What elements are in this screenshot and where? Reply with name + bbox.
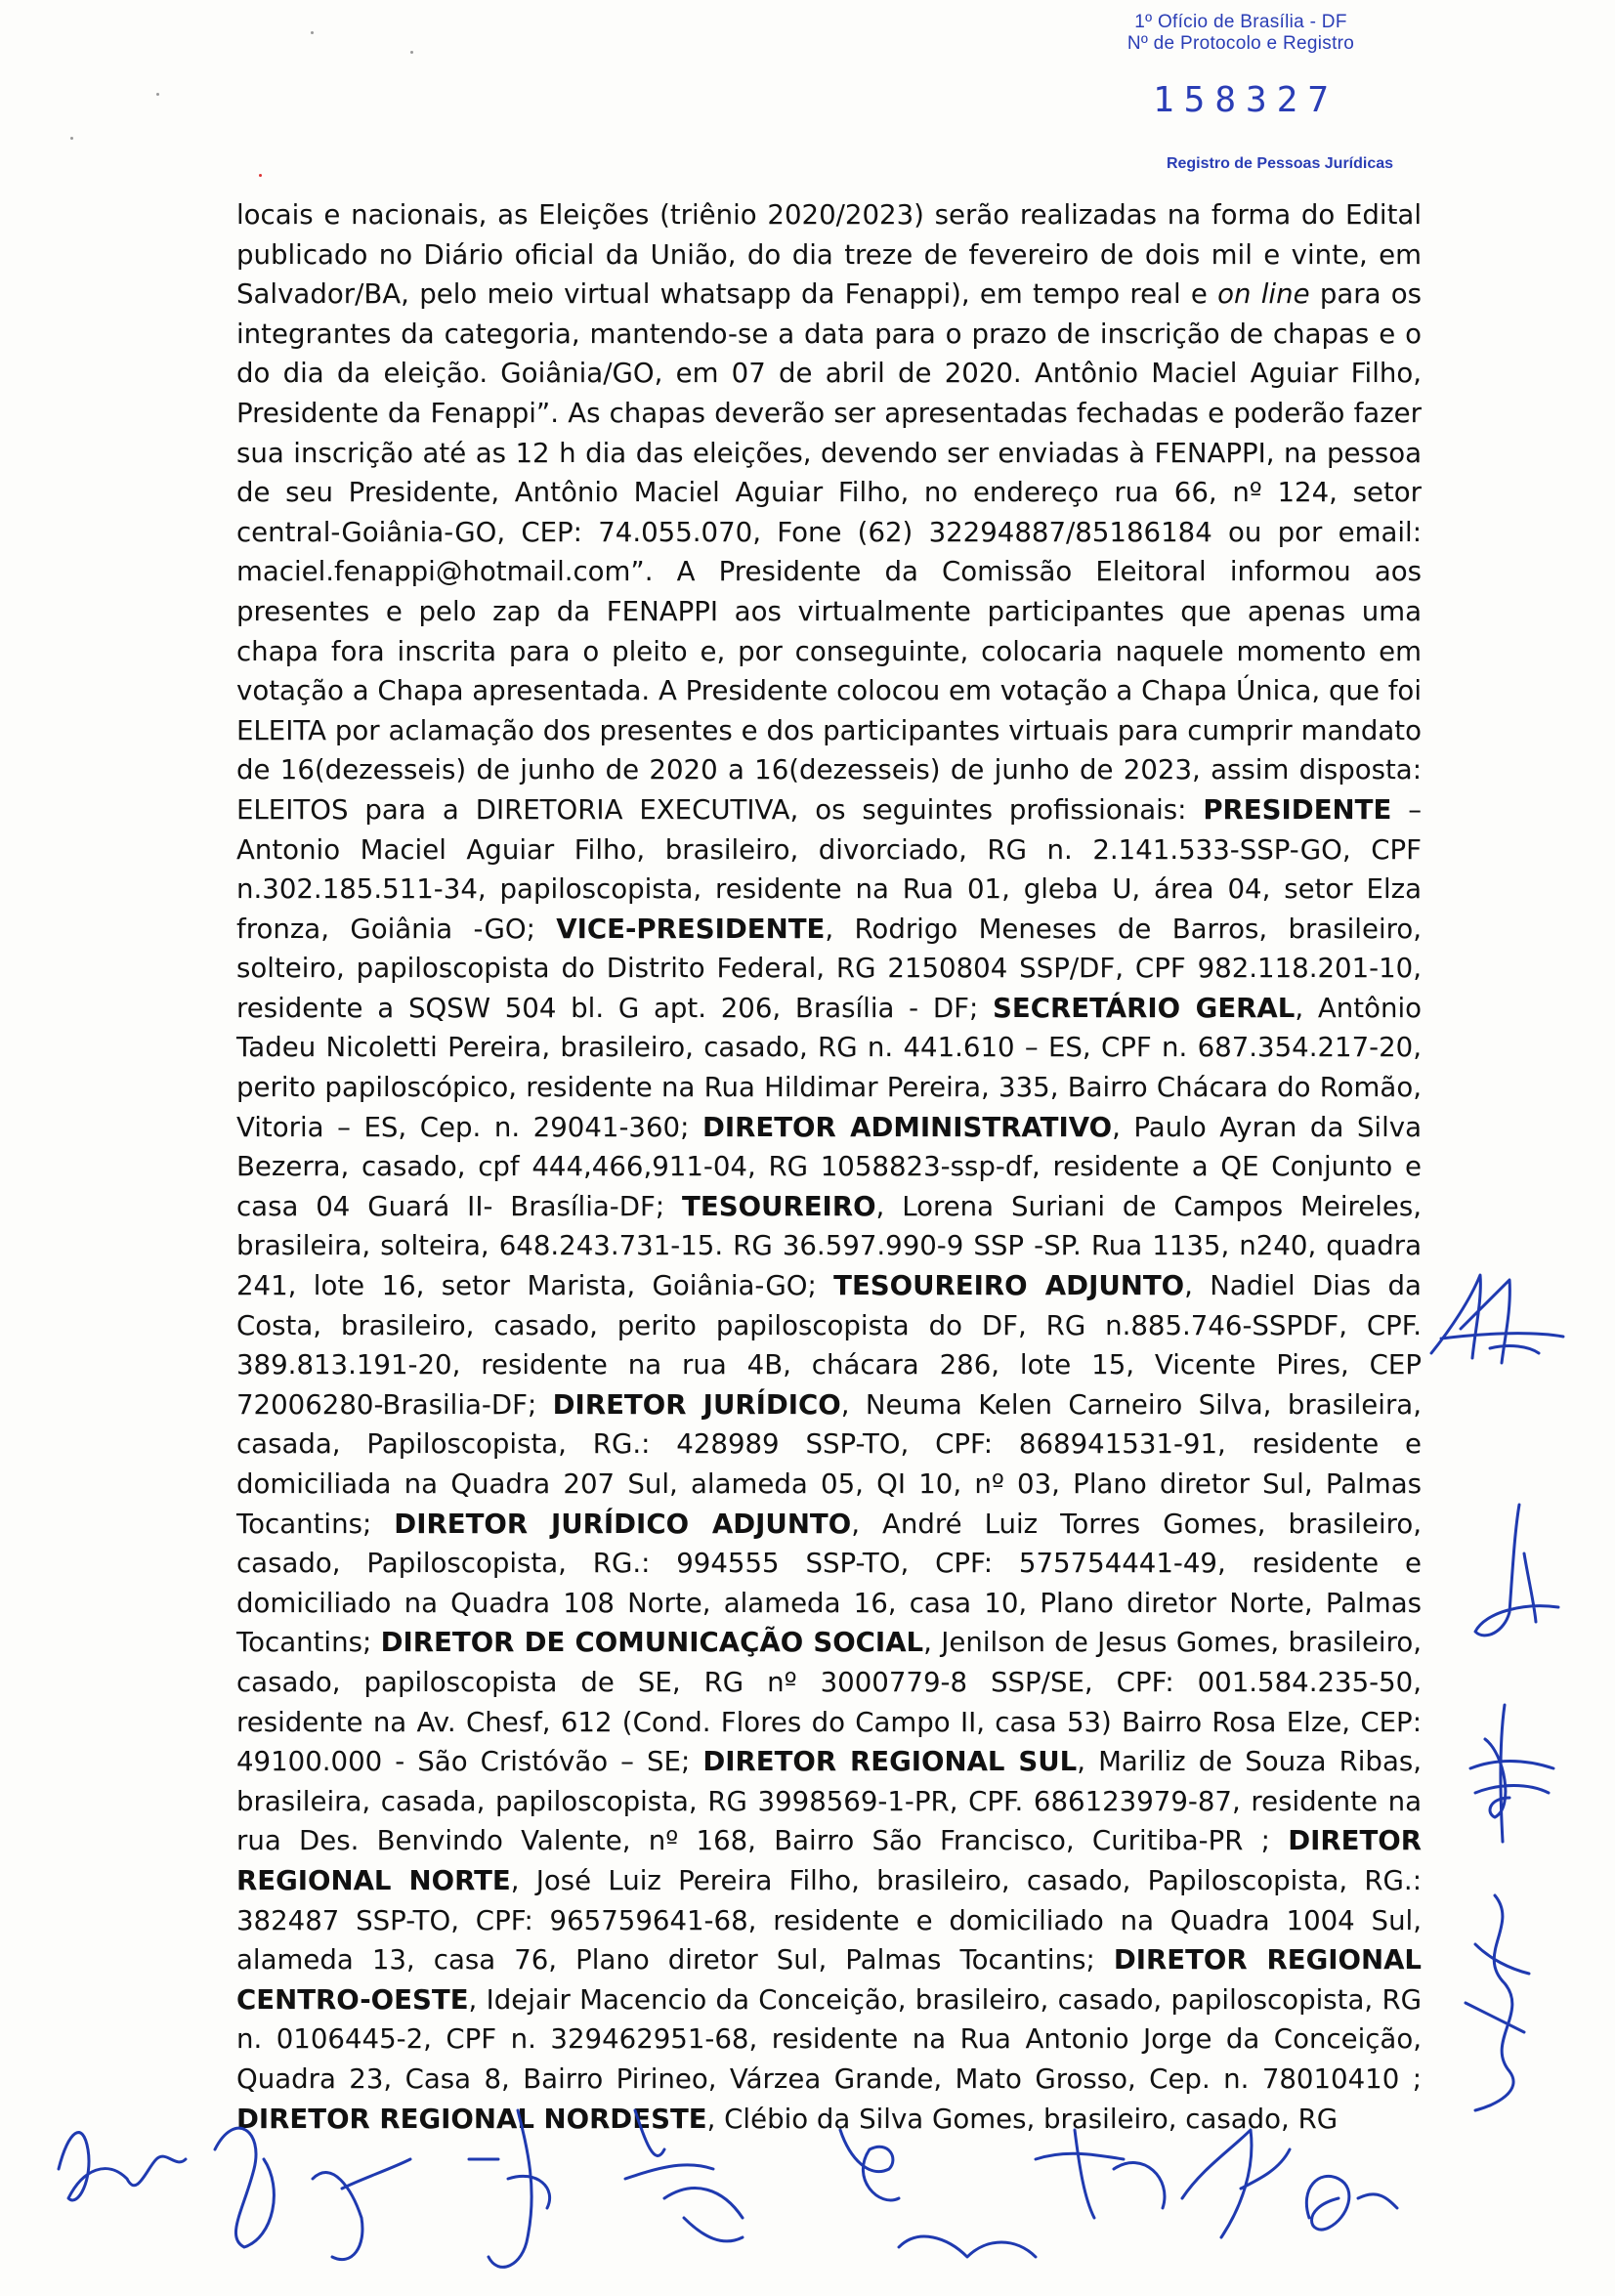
role-secretario-geral: SECRETÁRIO GERAL: [993, 991, 1296, 1024]
margin-initials-signature: [1436, 1886, 1553, 2120]
text-segment: , Idejair Macencio da Conceição, brasileiro, casado, papiloscopista, RG n. 0106445-2, CPF n. 329462951-68, residente na Rua Antonio Jorge da Conceição, Quadra 23, Casa 8, Bairro Pirineo, Várzea Grande, Mato Grosso, Cep. n. 78010410 ;: [236, 1982, 1422, 2095]
role-diretor-regional-sul: DIRETOR REGIONAL SUL: [702, 1745, 1078, 1778]
stamp-office-line2: Nº de Protocolo e Registro: [1126, 33, 1355, 54]
text-italic: on line: [1217, 277, 1310, 311]
text-segment: , Paulo Ayran da Silva Bezerra, casado, cpf 444,466,911-04, RG 1058823-ssp-df, residente a QE Conjunto e casa 04 Guará II- Brasília-DF;: [236, 1110, 1423, 1222]
text-segment: – Antonio Maciel Aguiar Filho, brasileiro, divorciado, RG n. 2.141.533-SSP-GO, CPF n.302.185.511-34, papiloscopista, residente na Rua 01, gleba U, área 04, setor Elza fronza, Goiânia -GO;: [236, 792, 1422, 945]
text-segment: , Neuma Kelen Carneiro Silva, brasileira, casada, Papiloscopista, RG.: 428989 SSP-TO, CPF: 868941531-91, residente e domiciliada na Quadra 207 Sul, alameda 05, QI 10, nº 03, Plano diretor Sul, Palmas Tocantins;: [236, 1387, 1422, 1540]
role-diretor-regional-nordeste: DIRETOR REGIONAL NORDESTE: [236, 2102, 707, 2135]
margin-initials-signature: [1466, 1495, 1573, 1651]
text-segment: , Antônio Tadeu Nicoletti Pereira, brasileiro, casado, RG n. 441.610 – ES, CPF n. 687.354.217-20, perito papiloscópico, residente na Rua Hildimar Pereira, 335, Bairro Chácara do Romão, Vitoria – ES, Cep. n. 29041-360;: [236, 991, 1422, 1143]
text-segment: , André Luiz Torres Gomes, brasileiro, casado, Papiloscopista, RG.: 994555 SSP-TO, CPF: 575754441-49, residente e domiciliado na Quadra 108 Norte, alameda 16, casa 10, Plano diretor Norte, Palmas Tocantins;: [236, 1507, 1423, 1659]
text-segment: locais e nacionais, as Eleições (triênio 2020/2023) serão realizadas na forma do Edital publicado no Diário oficial da União, do dia treze de fevereiro de dois mil e vinte, em Salvador/BA, pelo meio virtual whatsapp da Fenappi), em tempo real e: [236, 198, 1422, 311]
text-segment: para os integrantes da categoria, mantendo-se a data para o prazo de inscrição de chapas e o do dia da eleição. Goiânia/GO, em 07 de abril de 2020. Antônio Maciel Aguiar Filho, Presidente da Fenappi”. As chapas deverão ser apresentadas fechadas e poderão fazer sua inscrição até as 12 h dia das eleições, devendo ser enviadas à FENAPPI, na pessoa de seu Presidente, Antônio Maciel Aguiar Filho, no endereço rua 66, nº 124, setor central-Goiânia-GO, CEP: 74.055.070, Fone (62) 32294887/85186184 ou por email: maciel.fenappi@hotmail.com”. A Presidente da Comissão Eleitoral informou aos presentes e pelo zap da FENAPPI aos virtualmente participantes que apenas uma chapa fora inscrita para o pleito e, por conseguinte, colocaria naquele momento em votação a Chapa apresentada. A Presidente colocou em votação a Chapa Única, que foi ELEITA por aclamação dos presentes e dos participantes virtuais para cumprir mandato de 16(dezesseis) de junho de 2020 a 16(dezesseis) de junho de 2023, assim disposta: ELEITOS para a DIRETORIA EXECUTIVA, os seguintes profissionais:: [236, 277, 1423, 826]
scan-speck: [410, 51, 413, 54]
text-segment: , Jenilson de Jesus Gomes, brasileiro, casado, papiloscopista de SE, RG nº 3000779-8 SSP/SE, CPF: 001.584.235-50, residente na Av. Chesf, 612 (Cond. Flores do Campo II, casa 53) Bairro Rosa Elze, CEP: 49100.000 - São Cristóvão – SE;: [236, 1626, 1422, 1778]
protocol-number: 158327: [1152, 80, 1339, 120]
role-diretor-regional-norte: DIRETOR REGIONAL NORTE: [236, 1824, 1422, 1896]
scan-speck: [259, 174, 262, 177]
role-presidente: PRESIDENTE: [1203, 792, 1392, 826]
role-vice-presidente: VICE-PRESIDENTE: [556, 912, 826, 945]
scan-speck: [70, 137, 73, 140]
role-diretor-juridico-adjunto: DIRETOR JURÍDICO ADJUNTO: [394, 1507, 852, 1540]
text-segment: , Rodrigo Meneses de Barros, brasileiro, solteiro, papiloscopista do Distrito Federal, RG 2150804 SSP/DF, CPF 982.118.201-10, residente a SQSW 504 bl. G apt. 206, Brasília - DF;: [236, 912, 1422, 1024]
minutes-body-text: [236, 195, 1422, 2139]
text-segment: , Nadiel Dias da Costa, brasileiro, casado, perito papiloscopista do DF, RG n.885.746-SSPDF, CPF. 389.813.191-20, residente na rua 4B, chácara 286, lote 15, Vicente Pires, CEP 72006280-Brasilia-DF;: [236, 1269, 1422, 1421]
role-diretor-comunicacao: DIRETOR DE COMUNICAÇÃO SOCIAL: [380, 1626, 924, 1659]
text-segment: , Clébio da Silva Gomes, brasileiro, casado, RG: [706, 2102, 1339, 2135]
scan-speck: [311, 31, 314, 34]
role-diretor-juridico: DIRETOR JURÍDICO: [552, 1387, 841, 1421]
role-diretor-regional-centro-oeste: DIRETOR REGIONAL CENTRO-OESTE: [236, 1943, 1423, 2016]
registry-stamp: [1055, 12, 1426, 173]
text-segment: , Lorena Suriani de Campos Meireles, brasileira, solteira, 648.243.731-15. RG 36.597.990-9 SSP -SP. Rua 1135, n240, quadra 241, lote 16, setor Marista, Goiânia-GO;: [236, 1189, 1422, 1302]
margin-initials-signature: [1456, 1700, 1563, 1847]
bottom-signatures: [39, 2091, 1466, 2286]
margin-initials-signature: [1422, 1260, 1568, 1387]
stamp-registry: Registro de Pessoas Jurídicas: [1166, 155, 1394, 172]
role-tesoureiro-adjunto: TESOUREIRO ADJUNTO: [833, 1269, 1185, 1302]
scan-speck: [156, 93, 159, 96]
stamp-office-line1: 1º Ofício de Brasília - DF: [1134, 12, 1347, 32]
text-segment: , José Luiz Pereira Filho, brasileiro, casado, Papiloscopista, RG.: 382487 SSP-TO, CPF: 965759641-68, residente e domiciliado na Quadra 1004 Sul, alameda 13, casa 76, Plano diretor Sul, Palmas Tocantins;: [236, 1863, 1423, 1977]
role-diretor-administrativo: DIRETOR ADMINISTRATIVO: [701, 1110, 1113, 1143]
text-segment: , Mariliz de Souza Ribas, brasileira, casada, papiloscopista, RG 3998569-1-PR, CPF. 686123979-87, residente na rua Des. Benvindo Valente, nº 168, Bairro São Francisco, Curitiba-PR ;: [236, 1745, 1422, 1857]
role-tesoureiro: TESOUREIRO: [682, 1189, 876, 1222]
